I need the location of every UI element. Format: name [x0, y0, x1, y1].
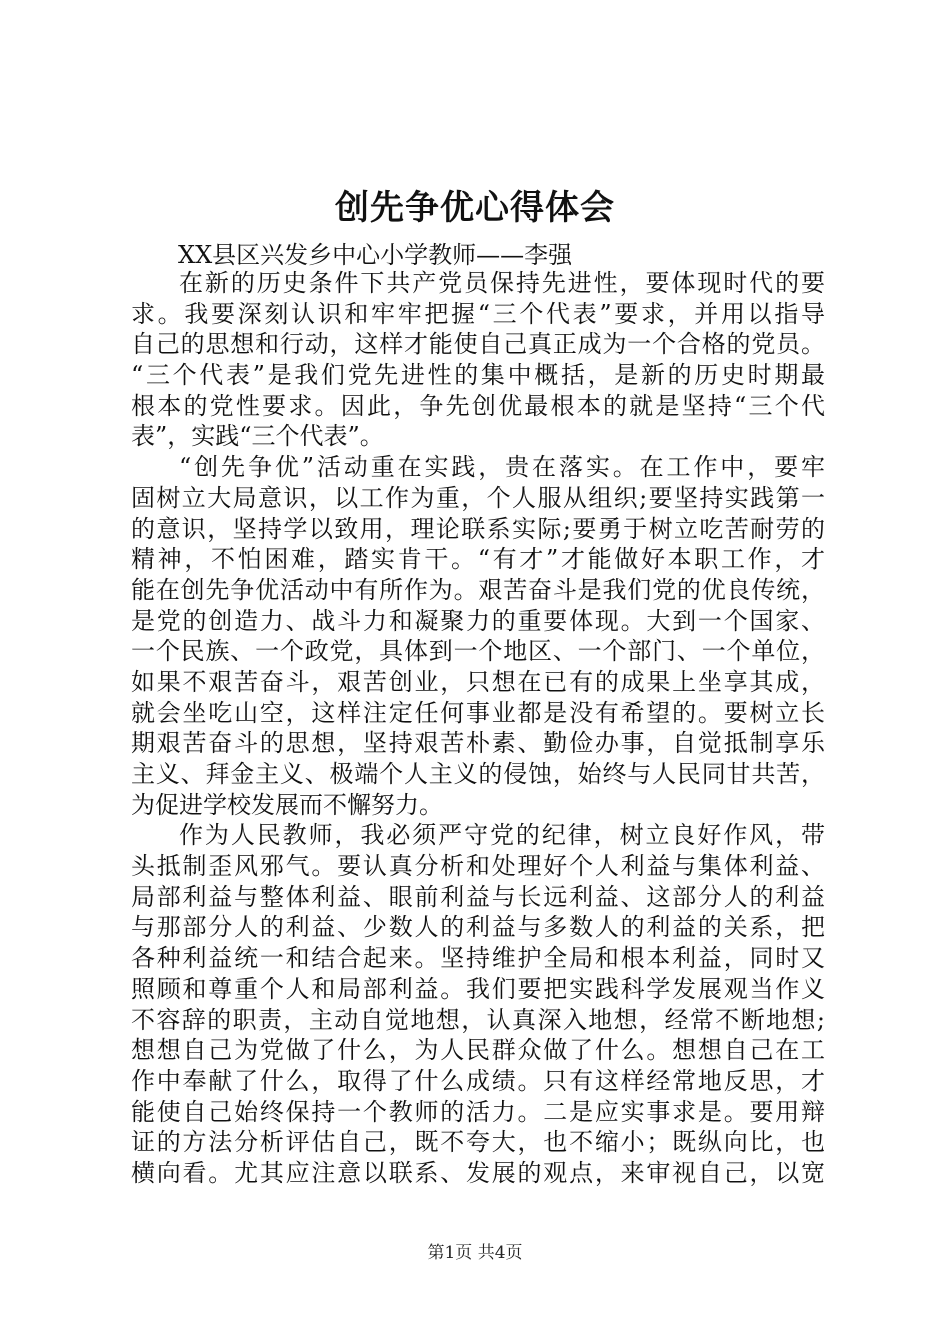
- text-line: 与那部分人的利益、少数人的利益与多数人的利益的关系，把: [131, 913, 825, 942]
- text-line: 横向看。尤其应注意以联系、发展的观点，来审视自己，以宽: [131, 1158, 825, 1187]
- author-line: XX县区兴发乡中心小学教师——李强: [178, 241, 573, 269]
- text-line: 期艰苦奋斗的思想，坚持艰苦朴素、勤俭办事，自觉抵制享乐: [131, 729, 825, 758]
- text-line: 作为人民教师，我必须严守党的纪律，树立良好作风，带: [179, 821, 825, 850]
- text-line: 求。我要深刻认识和牢牢把握“三个代表”要求，并用以指导: [131, 299, 825, 328]
- text-line: “创先争优”活动重在实践，贵在落实。在工作中，要牢: [179, 453, 825, 482]
- text-line: 表”，实践“三个代表”。: [131, 422, 384, 451]
- text-line: 的意识，坚持学以致用，理论联系实际;要勇于树立吃苦耐劳的: [131, 514, 825, 543]
- text-line: 各种利益统一和结合起来。坚持维护全局和根本利益，同时又: [131, 944, 825, 973]
- text-line: 固树立大局意识，以工作为重，个人服从组织;要坚持实践第一: [131, 483, 825, 512]
- text-line: 精神，不怕困难，踏实肯干。“有才”才能做好本职工作，才: [131, 545, 825, 574]
- text-line: 为促进学校发展而不懈努力。: [131, 790, 443, 819]
- text-line: 主义、拜金主义、极端个人主义的侵蚀，始终与人民同甘共苦，: [131, 760, 825, 788]
- text-line: 自己的思想和行动，这样才能使自己真正成为一个合格的党员。: [131, 330, 825, 359]
- body-text: [131, 268, 825, 1189]
- text-line: 想想自己为党做了什么，为人民群众做了什么。想想自己在工: [131, 1036, 825, 1065]
- text-line: 就会坐吃山空，这样注定任何事业都是没有希望的。要树立长: [131, 698, 825, 727]
- text-line: 如果不艰苦奋斗，艰苦创业，只想在已有的成果上坐享其成，: [131, 667, 825, 696]
- text-line: 在新的历史条件下共产党员保持先进性，要体现时代的要: [179, 269, 825, 297]
- text-line: “三个代表”是我们党先进性的集中概括，是新的历史时期最: [131, 361, 825, 390]
- document-title: 创先争优心得体会: [335, 188, 615, 228]
- page-footer: 第1页 共4页: [427, 1243, 523, 1263]
- text-line: 局部利益与整体利益、眼前利益与长远利益、这部分人的利益: [131, 882, 825, 911]
- text-line: 根本的党性要求。因此，争先创优最根本的就是坚持“三个代: [131, 391, 825, 420]
- text-line: 证的方法分析评估自己，既不夸大，也不缩小；既纵向比，也: [131, 1128, 825, 1157]
- text-line: 不容辞的职责，主动自觉地想，认真深入地想，经常不断地想;: [131, 1005, 825, 1034]
- text-line: 一个民族、一个政党，具体到一个地区、一个部门、一个单位，: [131, 637, 825, 666]
- text-line: 头抵制歪风邪气。要认真分析和处理好个人利益与集体利益、: [131, 852, 825, 881]
- text-line: 照顾和尊重个人和局部利益。我们要把实践科学发展观当作义: [131, 974, 825, 1003]
- text-line: 能使自己始终保持一个教师的活力。二是应实事求是。要用辩: [131, 1097, 825, 1126]
- text-line: 能在创先争优活动中有所作为。艰苦奋斗是我们党的优良传统，: [131, 575, 825, 604]
- text-line: 是党的创造力、战斗力和凝聚力的重要体现。大到一个国家、: [131, 606, 825, 635]
- text-line: 作中奉献了什么，取得了什么成绩。只有这样经常地反思，才: [131, 1066, 825, 1095]
